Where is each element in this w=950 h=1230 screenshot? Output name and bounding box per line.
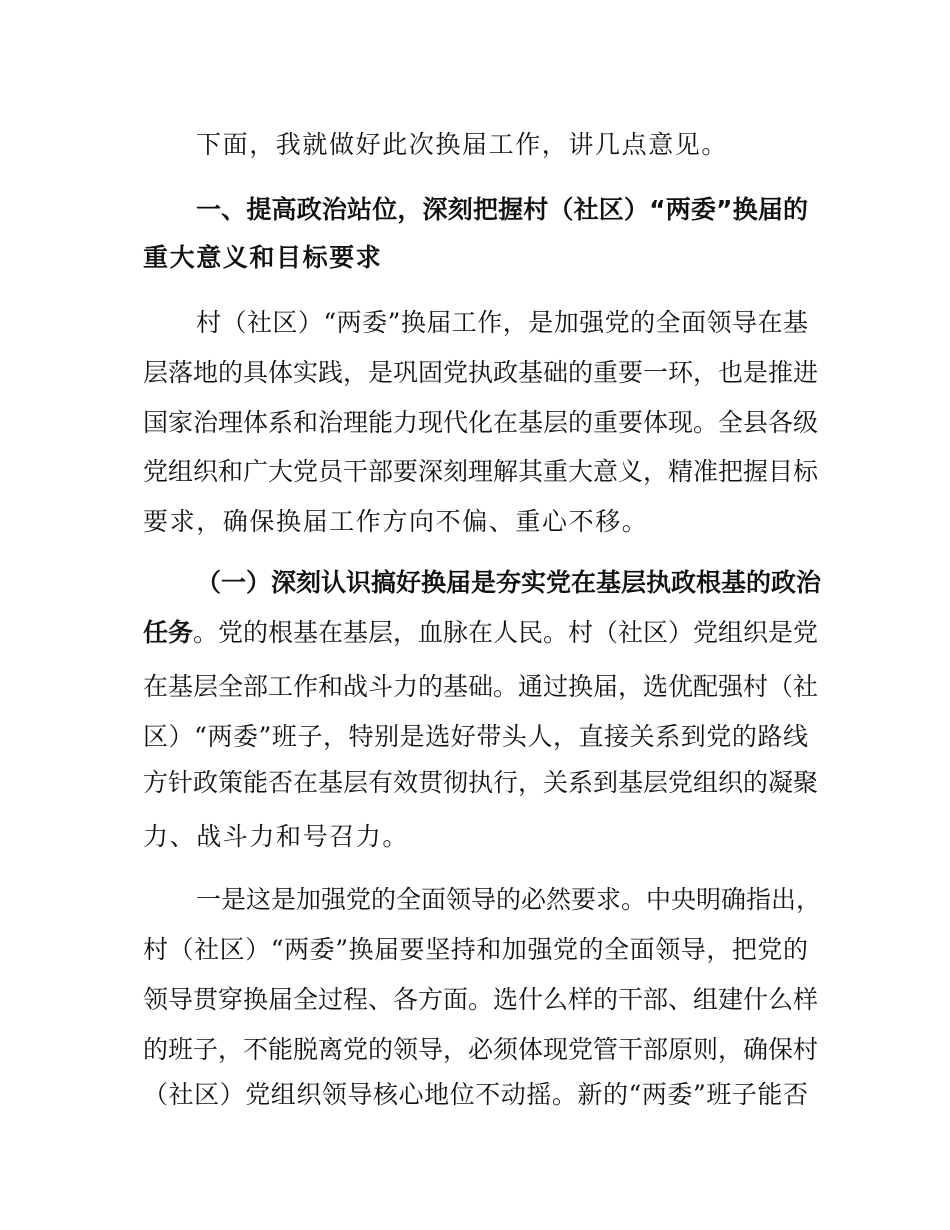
paragraph-line: 要求，确保换届工作方向不偏、重心不移。 bbox=[143, 507, 649, 536]
paragraph-text: 。党的根基在基层，血脉在人民。村（社区）党组织是党 bbox=[193, 618, 819, 647]
paragraph-line: 村（社区）“两委”换届要坚持和加强党的全面领导，把党的 bbox=[143, 935, 808, 964]
paragraph-line: 力、战斗力和号召力。 bbox=[143, 822, 410, 851]
intro-paragraph: 下面，我就做好此次换届工作，讲几点意见。 bbox=[196, 130, 729, 159]
paragraph-line: 的班子，不能脱离党的领导，必须体现党管干部原则，确保村 bbox=[143, 1035, 819, 1064]
paragraph-line: 村（社区）“两委”换届工作，是加强党的全面领导在基 bbox=[196, 308, 808, 337]
paragraph-line: 在基层全部工作和战斗力的基础。通过换届，选优配强村（社 bbox=[143, 672, 819, 701]
paragraph-line bbox=[143, 608, 819, 658]
paragraph-line: 层落地的具体实践，是巩固党执政基础的重要一环，也是推进 bbox=[143, 358, 819, 387]
paragraph-line: （社区）党组织领导核心地位不动摇。新的“两委”班子能否 bbox=[143, 1080, 808, 1109]
paragraph-line: 区）“两委”班子，特别是选好带头人，直接关系到党的路线 bbox=[143, 722, 808, 751]
paragraph-line: 国家治理体系和治理能力现代化在基层的重要体现。全县各级 bbox=[143, 408, 819, 437]
paragraph-line: 方针政策能否在基层有效贯彻执行，关系到基层党组织的凝聚 bbox=[143, 768, 819, 797]
paragraph-line: 党组织和广大党员干部要深刻理解其重大意义，精准把握目标 bbox=[143, 457, 819, 486]
section-heading: 一、提高政治站位，深刻把握村（社区）“两委”换届的 bbox=[196, 195, 808, 224]
paragraph-line: 一是这是加强党的全面领导的必然要求。中央明确指出， bbox=[196, 885, 822, 914]
subsection-heading-end: 任务 bbox=[143, 618, 194, 647]
section-heading-cont: 重大意义和目标要求 bbox=[143, 243, 383, 272]
subsection-heading: （一）深刻认识搞好换届是夯实党在基层执政根基的政治 bbox=[196, 568, 822, 597]
paragraph-line: 领导贯穿换届全过程、各方面。选什么样的干部、组建什么样 bbox=[143, 985, 819, 1014]
